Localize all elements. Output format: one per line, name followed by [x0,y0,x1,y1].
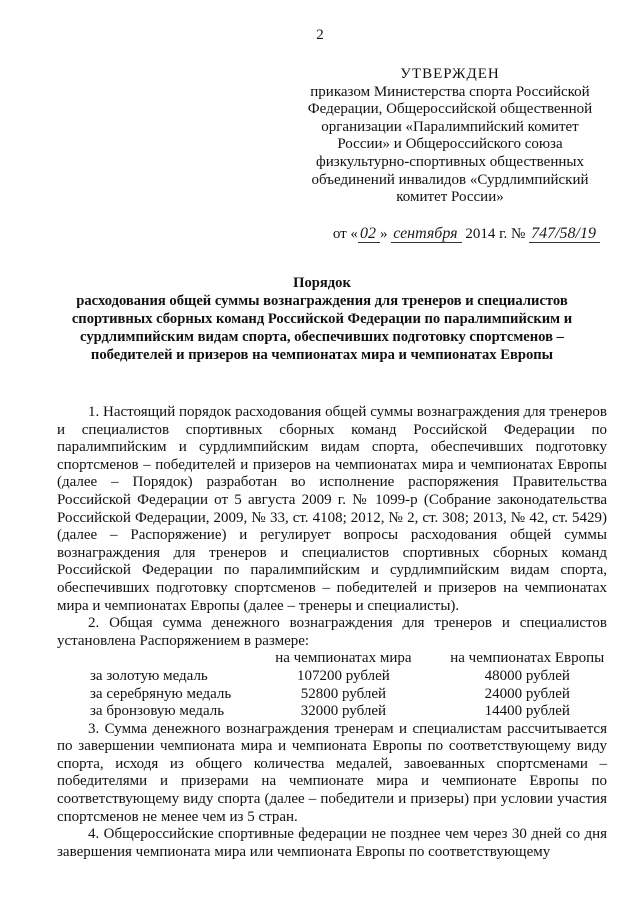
date-month-handwritten: сентября [391,225,461,243]
title-line: Порядок [293,275,351,291]
table-cell: за золотую медаль [90,667,208,684]
table-row [90,668,607,686]
document-number-handwritten: 747/58/19 [529,225,600,243]
paragraph-2: 2. Общая сумма денежного вознаграждения для тренеров и специалистов установлена Распоряжением в размере: [57,615,607,649]
table-cell: 107200 рублей [296,667,390,684]
document-body [57,404,607,861]
approval-line: России» и Общероссийского союза [337,136,563,153]
paragraph-4: 4. Общероссийские спортивные федерации не позднее чем через 30 дней со дня завершения чемпионата мира или чемпионата Европы по соответствующему [57,826,607,860]
title-line: сурдлимпийским видам спорта, обеспечивших подготовку спортсменов – [80,329,564,345]
approval-line: организации «Паралимпийский комитет [321,118,579,135]
table-row [90,703,607,721]
approval-line: комитет России» [396,189,504,206]
date-day-handwritten: 02 [358,225,380,243]
table-header-cell [90,650,239,668]
table-cell: 14400 рублей [484,703,570,720]
table-cell: 52800 рублей [300,685,387,702]
approval-line: приказом Министерства спорта Российской [310,83,590,100]
approval-date-line [300,225,600,244]
title-line: победителей и призеров на чемпионатах мира и чемпионатах Европы [90,347,554,363]
date-prefix: от « [332,225,358,242]
table-cell: 24000 рублей [484,685,570,702]
paragraph-3: 3. Сумма денежного вознаграждения тренерам и специалистам рассчитывается по завершении чемпионата мира и чемпионата Европы по соответствующему виду спорта, исходя из общего количества медалей, завоеванных спортсменами – победителями и призерами на чемпионате мира и чемпионате Европы по соответствующему виду спорта (далее – победители и призеры) при условии участия спортсменов не менее чем из 5 стран. [57,720,607,825]
approval-heading: УТВЕРЖДЕН [400,66,500,82]
document-title [40,274,604,364]
table-cell: за бронзовую медаль [90,703,225,720]
table-cell: за серебряную медаль [90,685,232,702]
paragraph-1: 1. Настоящий порядок расходования общей суммы вознаграждения для тренеров и специалистов спортивных сборных команд Российской Федерации по паралимпийским и сурдлимпийским видам спорта, обеспечивших подготовку спортсменов – победителей и призеров на чемпионатах мира и чемпионатах Европы (далее – Порядок) разработан во исполнение распоряжения Правительства Российской Федерации от 5 августа 2009 г. № 1099-р (Собрание законодательства Российской Федерации, 2009, № 33, ст. 4108; 2012, № 2, ст. 308; 2013, № 42, ст. 5429) (далее – Распоряжение) и регулирует вопросы расходования общей суммы вознаграждения для тренеров и специалистов спортивных сборных команд Российской Федерации по паралимпийским и сурдлимпийским видам спорта, обеспечивших подготовку спортсменов – победителей и призеров на чемпионатах мира и чемпионатах Европы (далее – тренеры и специалисты). [57,404,607,614]
table-row [90,686,607,704]
table-header-cell: на чемпионатах Европы [450,650,605,667]
table-cell: 32000 рублей [300,703,387,720]
table-cell: 48000 рублей [484,667,570,684]
title-line: спортивных сборных команд Российской Федерации по паралимпийским и [71,311,573,327]
table-header-row [90,650,607,668]
awards-table [90,650,607,720]
date-mid: » [379,225,388,242]
approval-block [300,66,600,243]
title-line: расходования общей суммы вознаграждения для тренеров и специалистов [76,293,568,309]
approval-line: физкультурно-спортивных общественных [316,153,584,170]
page-number: 2 [316,27,324,43]
approval-line: объединений инвалидов «Сурдлимпийский [311,171,589,188]
date-year: 2014 г. № [465,225,526,242]
approval-line: Федерации, Общероссийской общественной [307,101,593,118]
table-header-cell: на чемпионатах мира [275,650,412,667]
